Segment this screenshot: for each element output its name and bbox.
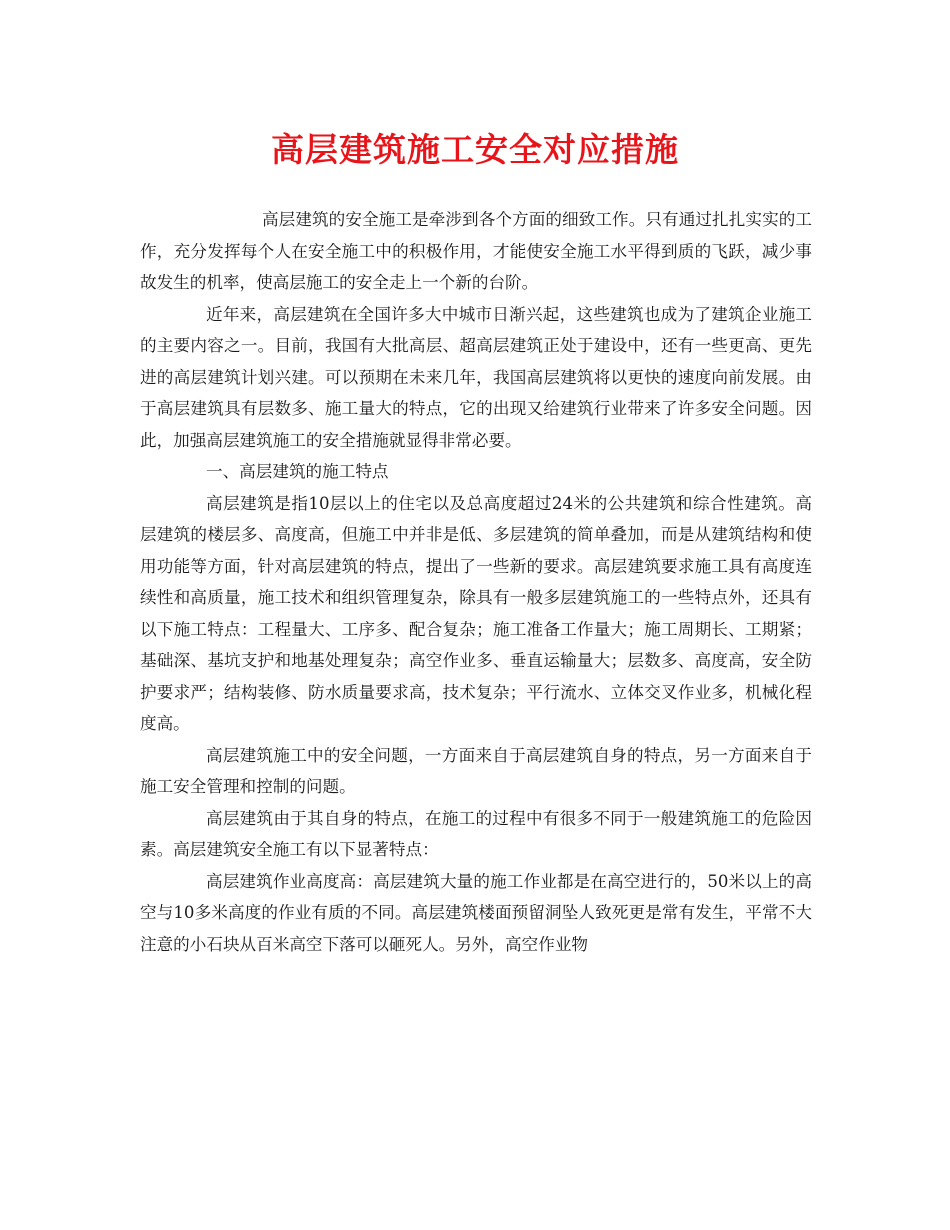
paragraph-background: 近年来，高层建筑在全国许多大中城市日渐兴起，这些建筑也成为了建筑企业施工的主要内容之一。目前，我国有大批高层、超高层建筑正处于建设中，还有一些更高、更先进的高层建筑计划兴建。可以预期在未来几年，我国高层建筑将以更快的速度向前发展。由于高层建筑具有层数多、施工量大的特点，它的出现又给建筑行业带来了许多安全问题。因此，加强高层建筑施工的安全措施就显得非常必要。 [140,304,812,450]
section-heading: 一、高层建筑的施工特点 [206,462,389,481]
paragraph-work-height: 高层建筑作业高度高：高层建筑大量的施工作业都是在高空进行的，50米以上的高空与10多米高度的作业有质的不同。高层建筑楼面预留洞坠人致死更是常有发生，平常不大注意的小石块从百米高空下落可以砸死人。另外，高空作业物 [140,871,812,954]
paragraph-intro: 高层建筑的安全施工是牵涉到各个方面的细致工作。只有通过扎扎实实的工作，充分发挥每个人在安全施工中的积极作用，才能使安全施工水平得到质的飞跃，减少事故发生的机率，使高层施工的安全走上一个新的台阶。 [140,210,812,292]
paragraph-risk-factors: 高层建筑由于其自身的特点，在施工的过程中有很多不同于一般建筑施工的危险因素。高层建筑安全施工有以下显著特点： [140,808,812,859]
paragraph-safety-issues: 高层建筑施工中的安全问题，一方面来自于高层建筑自身的特点，另一方面来自于施工安全管理和控制的问题。 [140,745,812,796]
paragraph-characteristics: 高层建筑是指10层以上的住宅以及总高度超过24米的公共建筑和综合性建筑。高层建筑的楼层多、高度高，但施工中并非是低、多层建筑的简单叠加，而是从建筑结构和使用功能等方面，针对高层建筑的特点，提出了一些新的要求。高层建筑要求施工具有高度连续性和高质量，施工技术和组织管理复杂，除具有一般多层建筑施工的一些特点外，还具有以下施工特点：工程量大、工序多、配合复杂；施工准备工作量大；施工周期长、工期紧；基础深、基坑支护和地基处理复杂；高空作业多、垂直运输量大；层数多、高度高，安全防护要求严；结构装修、防水质量要求高，技术复杂；平行流水、立体交叉作业多，机械化程度高。 [140,493,812,733]
document-body [140,204,812,960]
document-title: 高层建筑施工安全对应措施 [271,130,679,169]
